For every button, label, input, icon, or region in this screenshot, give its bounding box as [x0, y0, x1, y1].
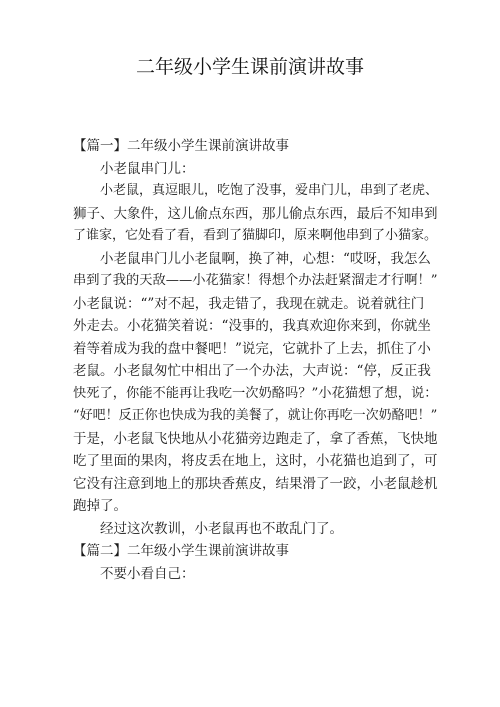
text-line: 了谁家，它处看了看，看到了猫脚印，原来啊他串到了小猫家。 [73, 228, 438, 243]
section-heading: 【篇二】二年级小学生课前演讲故事 [73, 543, 289, 559]
text-line: 小老鼠，真逗眼儿，吃饱了没事，爱串门儿，串到了老虎、 [100, 183, 439, 198]
text-line: 外走去。小花猫笑着说：“没事的，我真欢迎你来到，你就坐 [73, 318, 431, 334]
text-line: 狮子、大象件，这儿偷点东西，那儿偷点东西，最后不知串到 [73, 205, 438, 222]
text-line: 老鼠。小老鼠匆忙中相出了一个办法，大声说：“停，反正我 [73, 363, 431, 379]
text-line: 跑掉了。 [73, 498, 127, 514]
text-line: “好吧！反正你也快成为我的美餐了，就让你再吃一次奶酪吧！” [73, 408, 438, 423]
text-line: 小老鼠串门儿小老鼠啊，换了神，心想：“哎呀，我怎么 [100, 250, 431, 267]
page-title: 二年级小学生课前演讲故事 [135, 56, 364, 78]
text-line: 快死了，你能不能再让我吃一次奶酪吗？”小花猫想了想，说： [73, 385, 438, 401]
text-line: 串到了我的天敌——小花猫家！得想个办法赶紧溜走才行啊！” [73, 273, 438, 288]
text-line: 它没有注意到地上的那块香蕉皮，结果滑了一跤，小老鼠趁机 [73, 475, 438, 492]
text-line: 于是，小老鼠飞快地从小花猫旁边跑走了，拿了香蕉，飞快地 [73, 430, 438, 447]
text-line: 着等着成为我的盘中餐吧！”说完，它就扑了上去，抓住了小 [73, 340, 431, 357]
section-heading: 【篇一】二年级小学生课前演讲故事 [73, 138, 289, 154]
text-line: 小老鼠说：“”对不起，我走错了，我现在就走。说着就往门 [73, 295, 425, 312]
text-line: 经过这次教训，小老鼠再也不敢乱门了。 [100, 520, 343, 537]
document-body [73, 135, 443, 585]
text-line: 吃了里面的果肉，将皮丢在地上，这时，小花猫也追到了，可 [73, 453, 438, 469]
story-title: 不要小看自己： [100, 565, 195, 582]
story-title: 小老鼠串门儿： [100, 160, 195, 177]
